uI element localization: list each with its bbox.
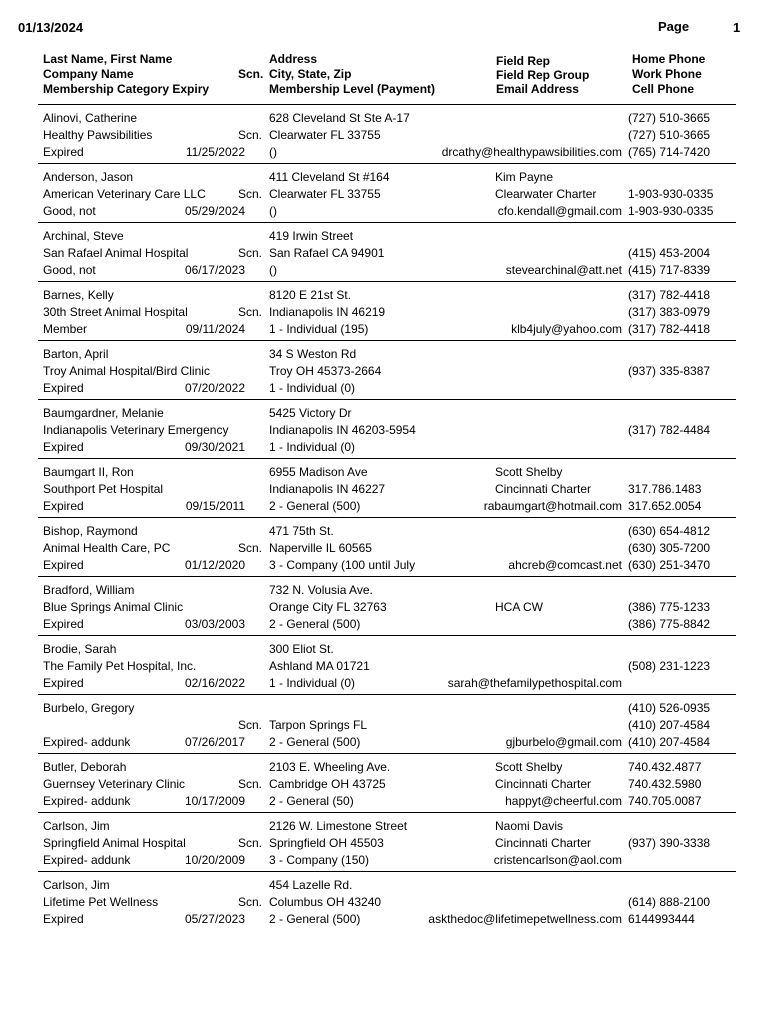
member-record [0, 582, 768, 636]
field-rep: Naomi Davis [495, 819, 564, 833]
scn-flag: Scn. [238, 777, 263, 791]
header-city: City, State, Zip [269, 67, 352, 81]
scn-flag: Scn. [238, 541, 263, 555]
email-address[interactable]: cfo.kendall@gmail.com [497, 204, 622, 218]
header-group: Field Rep Group [496, 68, 590, 82]
address-city: Cambridge OH 43725 [269, 777, 386, 791]
header-company: Company Name [43, 67, 134, 81]
expiry-date: 03/03/2003 [184, 617, 245, 631]
home-phone: 740.432.4877 [628, 760, 702, 774]
membership-level: 1 - Individual (195) [269, 322, 369, 336]
membership-level: 2 - General (500) [269, 735, 361, 749]
work-phone: (386) 775-1233 [628, 600, 711, 614]
address-street: 2103 E. Wheeling Ave. [269, 760, 391, 774]
member-record [0, 346, 768, 400]
record-divider [38, 635, 736, 636]
record-divider [38, 753, 736, 754]
record-divider [38, 222, 736, 223]
membership-category: Expired [43, 558, 84, 572]
cell-phone: 1-903-930-0335 [628, 204, 714, 218]
record-divider [38, 812, 736, 813]
member-record [0, 877, 768, 931]
membership-level: 3 - Company (100 until July [269, 558, 416, 572]
home-phone: (727) 510-3665 [628, 111, 711, 125]
company-name: Blue Springs Animal Clinic [43, 600, 184, 614]
email-address[interactable]: drcathy@healthypawsibilities.com [441, 145, 622, 159]
expiry-date: 02/16/2022 [184, 676, 245, 690]
member-name: Barton, April [43, 347, 109, 361]
work-phone: (410) 207-4584 [628, 718, 711, 732]
company-name: Southport Pet Hospital [43, 482, 164, 496]
company-name: The Family Pet Hospital, Inc. [43, 659, 197, 673]
address-city: Springfield OH 45503 [269, 836, 384, 850]
member-record [0, 169, 768, 223]
header-email: Email Address [496, 82, 579, 96]
email-address[interactable]: sarah@thefamilypethospital.com [447, 676, 622, 690]
scn-flag: Scn. [238, 836, 263, 850]
cell-phone: 6144993444 [628, 912, 695, 926]
email-address[interactable]: ahcreb@comcast.net [508, 558, 622, 572]
member-record [0, 228, 768, 282]
expiry-date: 05/29/2024 [184, 204, 245, 218]
membership-category: Expired [43, 617, 84, 631]
address-street: 34 S Weston Rd [269, 347, 357, 361]
member-name: Anderson, Jason [43, 170, 134, 184]
work-phone: (937) 335-8387 [628, 364, 711, 378]
address-city: Clearwater FL 33755 [269, 128, 381, 142]
company-name: Animal Health Care, PC [43, 541, 171, 555]
address-city: Columbus OH 43240 [269, 895, 382, 909]
record-divider [38, 517, 736, 518]
address-street: 419 Irwin Street [269, 229, 354, 243]
address-city: Ashland MA 01721 [269, 659, 370, 673]
expiry-date: 10/17/2009 [184, 794, 245, 808]
membership-category: Expired [43, 676, 84, 690]
membership-level: () [269, 263, 277, 277]
member-record [0, 700, 768, 754]
header-scn: Scn. [238, 67, 264, 81]
membership-category: Expired [43, 440, 84, 454]
field-rep-group: Clearwater Charter [495, 187, 597, 201]
work-phone: (317) 383-0979 [628, 305, 711, 319]
membership-level: 2 - General (500) [269, 912, 361, 926]
member-record [0, 405, 768, 459]
work-phone: (630) 305-7200 [628, 541, 711, 555]
expiry-date: 09/15/2011 [185, 499, 245, 513]
cell-phone: (386) 775-8842 [628, 617, 711, 631]
work-phone: (937) 390-3338 [628, 836, 711, 850]
field-rep: Kim Payne [495, 170, 554, 184]
work-phone: (508) 231-1223 [628, 659, 711, 673]
member-record [0, 759, 768, 813]
field-rep-group: HCA CW [495, 600, 543, 614]
address-street: 300 Eliot St. [269, 642, 334, 656]
member-record [0, 523, 768, 577]
email-address[interactable]: cristencarlson@aol.com [493, 853, 622, 867]
address-street: 732 N. Volusia Ave. [269, 583, 373, 597]
email-address[interactable]: stevearchinal@att.net [505, 263, 622, 277]
membership-category: Good, not [43, 263, 96, 277]
membership-category: Member [43, 322, 88, 336]
member-name: Alinovi, Catherine [43, 111, 138, 125]
expiry-date: 10/20/2009 [184, 853, 245, 867]
address-street: 454 Lazelle Rd. [269, 878, 353, 892]
page-label: Page [658, 19, 690, 34]
membership-level: 1 - Individual (0) [269, 676, 356, 690]
membership-category: Expired [43, 499, 84, 513]
scn-flag: Scn. [238, 187, 263, 201]
cell-phone: (415) 717-8339 [628, 263, 711, 277]
expiry-date: 07/20/2022 [184, 381, 245, 395]
header-work: Work Phone [632, 67, 702, 81]
membership-category: Expired [43, 912, 84, 926]
header-cell: Cell Phone [632, 82, 695, 96]
home-phone: (410) 526-0935 [628, 701, 711, 715]
scn-flag: Scn. [238, 895, 263, 909]
membership-category: Good, not [43, 204, 96, 218]
member-name: Baumgardner, Melanie [43, 406, 164, 420]
company-name: Lifetime Pet Wellness [43, 895, 159, 909]
member-name: Butler, Deborah [43, 760, 127, 774]
company-name: 30th Street Animal Hospital [43, 305, 188, 319]
header-home: Home Phone [632, 52, 706, 66]
header-category: Membership Category Expiry [43, 82, 210, 96]
membership-level: 2 - General (50) [269, 794, 354, 808]
work-phone: (415) 453-2004 [628, 246, 711, 260]
expiry-date: 07/26/2017 [184, 735, 245, 749]
cell-phone: (630) 251-3470 [628, 558, 711, 572]
record-divider [38, 340, 736, 341]
record-divider [38, 871, 736, 872]
record-divider [38, 281, 736, 282]
membership-category: Expired [43, 381, 84, 395]
home-phone: (630) 654-4812 [628, 524, 711, 538]
cell-phone: 317.652.0054 [628, 499, 702, 513]
company-name: Guernsey Veterinary Clinic [43, 777, 186, 791]
member-name: Burbelo, Gregory [43, 701, 135, 715]
company-name: Healthy Pawsibilities [43, 128, 153, 142]
member-name: Brodie, Sarah [43, 642, 117, 656]
scn-flag: Scn. [238, 305, 263, 319]
email-address[interactable]: askthedoc@lifetimepetwellness.com [428, 912, 622, 926]
work-phone: (727) 510-3665 [628, 128, 711, 142]
membership-level: 1 - Individual (0) [269, 381, 356, 395]
scn-flag: Scn. [238, 246, 263, 260]
work-phone: (614) 888-2100 [628, 895, 711, 909]
header-name: Last Name, First Name [43, 52, 173, 66]
email-address[interactable]: rabaumgart@hotmail.com [483, 499, 622, 513]
expiry-date: 11/25/2022 [185, 145, 245, 159]
expiry-date: 01/12/2020 [184, 558, 245, 572]
scn-flag: Scn. [238, 128, 263, 142]
member-name: Barnes, Kelly [43, 288, 114, 302]
membership-level: 2 - General (500) [269, 617, 361, 631]
membership-level: 3 - Company (150) [269, 853, 370, 867]
member-record [0, 641, 768, 695]
header-level: Membership Level (Payment) [269, 82, 436, 96]
work-phone: 1-903-930-0335 [628, 187, 714, 201]
company-name: Indianapolis Veterinary Emergency [43, 423, 229, 437]
address-city: Tarpon Springs FL [269, 718, 368, 732]
record-divider [38, 694, 736, 695]
membership-level: () [269, 204, 277, 218]
expiry-date: 09/30/2021 [184, 440, 245, 454]
address-city: Indianapolis IN 46227 [269, 482, 386, 496]
email-address[interactable]: happyt@cheerful.com [505, 794, 622, 808]
membership-category: Expired- addunk [43, 853, 131, 867]
home-phone: (317) 782-4418 [628, 288, 711, 302]
member-name: Bishop, Raymond [43, 524, 138, 538]
header-rep: Field Rep [496, 54, 551, 68]
address-city: Troy OH 45373-2664 [269, 364, 382, 378]
member-record [0, 464, 768, 518]
expiry-date: 05/27/2023 [184, 912, 245, 926]
email-address[interactable]: klb4july@yahoo.com [511, 322, 622, 336]
work-phone: 740.432.5980 [628, 777, 702, 791]
member-name: Archinal, Steve [43, 229, 124, 243]
company-name: American Veterinary Care LLC [43, 187, 206, 201]
member-name: Carlson, Jim [43, 878, 110, 892]
address-city: Clearwater FL 33755 [269, 187, 381, 201]
membership-category: Expired- addunk [43, 735, 131, 749]
company-name: Springfield Animal Hospital [43, 836, 186, 850]
cell-phone: (410) 207-4584 [628, 735, 711, 749]
work-phone: 317.786.1483 [628, 482, 702, 496]
work-phone: (317) 782-4484 [628, 423, 711, 437]
address-city: San Rafael CA 94901 [269, 246, 385, 260]
address-street: 5425 Victory Dr [269, 406, 352, 420]
header-divider [38, 104, 736, 105]
cell-phone: 740.705.0087 [628, 794, 702, 808]
member-name: Baumgart II, Ron [43, 465, 134, 479]
membership-level: 2 - General (500) [269, 499, 361, 513]
membership-category: Expired- addunk [43, 794, 131, 808]
member-name: Bradford, William [43, 583, 135, 597]
page-number: 1 [733, 20, 741, 35]
address-city: Orange City FL 32763 [269, 600, 387, 614]
expiry-date: 06/17/2023 [184, 263, 245, 277]
company-name: San Rafael Animal Hospital [43, 246, 189, 260]
membership-category: Expired [43, 145, 84, 159]
header-address: Address [269, 52, 318, 66]
record-divider [38, 458, 736, 459]
email-address[interactable]: gjburbelo@gmail.com [505, 735, 622, 749]
record-divider [38, 576, 736, 577]
cell-phone: (317) 782-4418 [628, 322, 711, 336]
record-divider [38, 163, 736, 164]
address-street: 628 Cleveland St Ste A-17 [269, 111, 410, 125]
field-rep: Scott Shelby [495, 760, 563, 774]
membership-level: 1 - Individual (0) [269, 440, 356, 454]
member-name: Carlson, Jim [43, 819, 110, 833]
member-record [0, 110, 768, 164]
expiry-date: 09/11/2024 [185, 322, 245, 336]
member-record [0, 287, 768, 341]
field-rep-group: Cincinnati Charter [495, 836, 592, 850]
field-rep-group: Cincinnati Charter [495, 482, 592, 496]
company-name: Troy Animal Hospital/Bird Clinic [43, 364, 210, 378]
field-rep: Scott Shelby [495, 465, 563, 479]
address-street: 2126 W. Limestone Street [269, 819, 408, 833]
report-date: 01/13/2024 [18, 20, 84, 35]
address-city: Naperville IL 60565 [269, 541, 372, 555]
address-street: 411 Cleveland St #164 [269, 170, 390, 184]
member-record [0, 818, 768, 872]
address-city: Indianapolis IN 46219 [269, 305, 386, 319]
cell-phone: (765) 714-7420 [628, 145, 711, 159]
field-rep-group: Cincinnati Charter [495, 777, 592, 791]
address-street: 471 75th St. [269, 524, 334, 538]
record-divider [38, 399, 736, 400]
membership-level: () [269, 145, 277, 159]
address-city: Indianapolis IN 46203-5954 [269, 423, 416, 437]
scn-flag: Scn. [238, 718, 263, 732]
address-street: 8120 E 21st St. [269, 288, 352, 302]
address-street: 6955 Madison Ave [269, 465, 368, 479]
